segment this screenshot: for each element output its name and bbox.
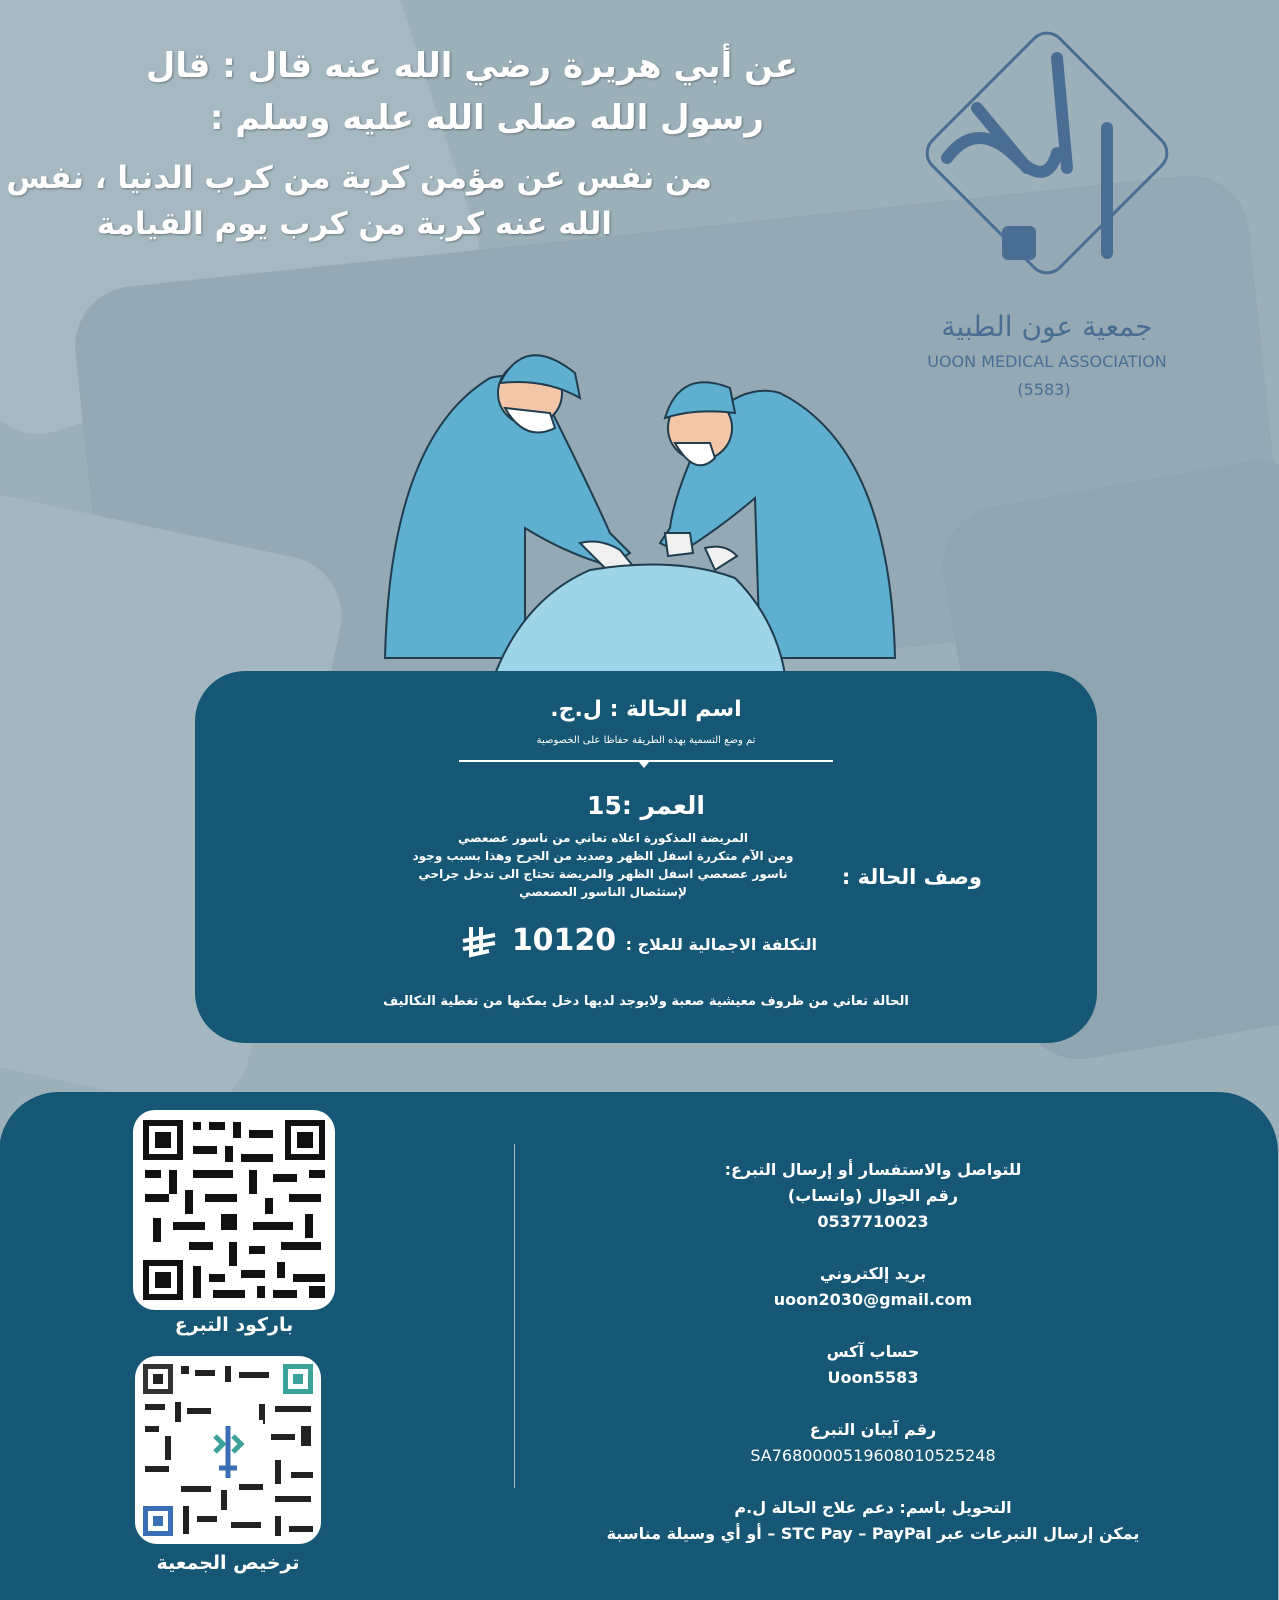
uoon-logo-icon [908,8,1188,298]
phone-number[interactable]: 0537710023 [818,1212,930,1231]
iban-label: رقم آيبان التبرع [810,1420,938,1439]
transfer-name: التحويل باسم: دعم علاج الحالة ل.م [735,1498,1013,1517]
qr-code-icon [134,1110,336,1310]
cost-label: التكلفة الاجمالية للعلاج : [626,935,818,954]
license-qr-code[interactable] [136,1356,322,1544]
hadith-line-3: من نفس عن مؤمن كربة من كرب الدنيا ، نفس [7,160,713,196]
qr-code-icon [136,1356,322,1544]
hadith-line-1: عن أبي هريرة رضي الله عنه قال : قال [146,46,799,86]
donation-qr-code[interactable] [134,1110,336,1310]
contact-footer [0,1092,1279,1600]
iban-number[interactable]: SA7680000519608010525248 [751,1446,997,1465]
email-label: بريد إلكتروني [820,1264,928,1283]
x-account-label: حساب آكس [827,1342,921,1361]
donation-methods: يمكن إرسال التبرعات عبر STC Pay – PayPal – أو أي وسيلة مناسبة [607,1524,1141,1543]
surgeons-illustration [376,338,916,674]
phone-label: رقم الجوال (واتساب) [788,1186,960,1205]
saudi-riyal-icon [460,925,500,961]
x-account-handle[interactable]: Uoon5583 [828,1368,920,1387]
description-label: وصف الحالة : [842,865,983,889]
contact-heading: للتواصل والاستفسار أو إرسال التبرع: [725,1160,1023,1179]
logo-name-ar: جمعية عون الطبية [942,310,1154,343]
hadith-line-2: رسول الله صلى الله عليه وسلم : [210,98,765,138]
email-address[interactable]: uoon2030@gmail.com [774,1290,974,1309]
case-name: اسم الحالة : ل.ج. [551,697,743,722]
hadith-line-4: الله عنه كربة من كرب يوم القيامة [97,206,613,242]
logo-name-en: UOON MEDICAL ASSOCIATION [928,352,1168,371]
cost-value: 10120 [512,923,618,958]
case-info-panel [196,671,1098,1043]
footer-divider [515,1144,516,1488]
license-qr-label: ترخيص الجمعية [157,1552,301,1574]
description-line-3: ناسور عصعصي اسفل الظهر والمريضة تحتاج الى تدخل جراحي [419,867,789,881]
description-line-2: ومن الآم متكررة اسفل الظهر وصديد من الجرح وهذا بسبب وجود [413,849,795,863]
logo-license-number: (5583) [1018,380,1072,399]
privacy-note: تم وضع التسمية بهذه الطريقة حفاظا على الخصوصية [537,735,757,746]
description-line-1: المريضة المذكورة اعلاه تعاني من ناسور عصعصي [458,831,750,845]
description-line-4: لإستئصال الناسور العصعصي [520,885,688,899]
circumstances-note: الحالة تعاني من ظروف معيشية صعبة ولايوجد لديها دخل يمكنها من تغطية التكاليف [384,994,910,1009]
case-age: العمر :15 [588,791,706,820]
donation-qr-label: باركود التبرع [175,1314,295,1336]
divider-notch [639,761,651,768]
